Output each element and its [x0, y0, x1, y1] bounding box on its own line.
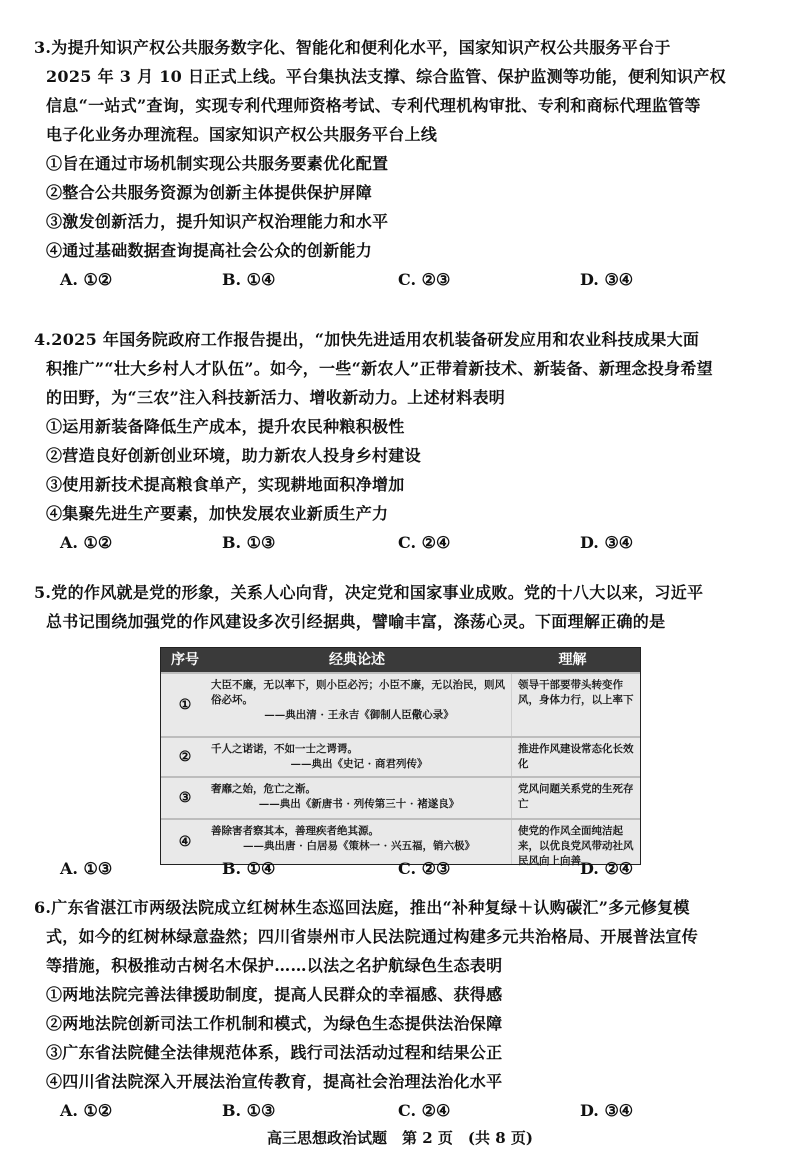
q6-choice-b[interactable]: B. ①③	[222, 1101, 276, 1120]
q4-stem-line: 4.2025 年国务院政府工作报告提出，“加快先进适用农机装备研发应用和农业科技成果大面	[34, 330, 700, 349]
q6-choice-c[interactable]: C. ②④	[398, 1101, 451, 1120]
quote-text: 善除害者察其本，善理疾者绝其源。	[211, 825, 379, 837]
q3-choice-c[interactable]: C. ②③	[398, 270, 451, 289]
row-meaning: 领导干部要带头转变作风，身体力行，以上率下	[511, 674, 640, 736]
q6-choice-d[interactable]: D. ③④	[580, 1101, 634, 1120]
row-quote	[209, 778, 511, 818]
quote-text: 大臣不廉，无以率下，则小臣必污；小臣不廉，无以治民，则风俗必坏。	[211, 679, 505, 706]
q4-option-2: ②营造良好创新创业环境，助力新农人投身乡村建设	[46, 446, 421, 465]
classic-quotes-table	[160, 647, 641, 865]
header-index: 序号	[171, 652, 199, 668]
q3-stem-line: 2025 年 3 月 10 日正式上线。平台集执法支撑、综合监管、保护监测等功能，便利知识产权	[46, 67, 726, 86]
question-4	[34, 325, 774, 558]
q5-choices	[34, 854, 774, 884]
quote-source: ——典出《新唐书 · 列传第三十 · 褚遂良》	[258, 798, 460, 810]
q4-choice-d[interactable]: D. ③④	[580, 533, 634, 552]
row-index: ③	[178, 790, 192, 806]
q3-option-2: ②整合公共服务资源为创新主体提供保护屏障	[46, 183, 373, 202]
q3-option-1: ①旨在通过市场机制实现公共服务要素优化配置	[46, 154, 389, 173]
q3-choice-a[interactable]: A. ①②	[60, 270, 113, 289]
row-index: ④	[178, 834, 192, 850]
q5-stem-line: 总书记围绕加强党的作风建设多次引经据典，譬喻丰富，涤荡心灵。下面理解正确的是	[46, 612, 666, 631]
row-index: ①	[178, 697, 192, 713]
q3-choice-d[interactable]: D. ③④	[580, 270, 634, 289]
q5-choice-d[interactable]: D. ②④	[580, 859, 634, 878]
q6-stem-line: 式，如今的红树林绿意盎然；四川省崇州市人民法院通过构建多元共治格局、开展普法宣传	[46, 927, 699, 946]
q3-option-3: ③激发创新活力，提升知识产权治理能力和水平	[46, 212, 389, 231]
row-quote	[209, 738, 511, 776]
q6-stem-line: 6.广东省湛江市两级法院成立红树林生态巡回法庭，推出“补种复绿＋认购碳汇”多元修复模	[34, 898, 690, 917]
quote-source: ——典出《史记 · 商君列传》	[290, 758, 428, 770]
q4-option-1: ①运用新装备降低生产成本，提升农民种粮积极性	[46, 417, 405, 436]
row-meaning: 推进作风建设常态化长效化	[511, 738, 640, 776]
q3-stem-line: 电子化业务办理流程。国家知识产权公共服务平台上线	[46, 125, 438, 144]
q4-stem-line: 的田野，为“三农”注入科技新活力、增收新动力。上述材料表明	[46, 388, 506, 407]
q6-option-1: ①两地法院完善法律援助制度，提高人民群众的幸福感、获得感	[46, 985, 503, 1004]
q6-option-2: ②两地法院创新司法工作机制和模式，为绿色生态提供法治保障	[46, 1014, 503, 1033]
q4-choice-b[interactable]: B. ①③	[222, 533, 276, 552]
q5-stem-line: 5.党的作风就是党的形象，关系人心向背，决定党和国家事业成败。党的十八大以来，习近平	[34, 583, 704, 602]
q3-choice-b[interactable]: B. ①④	[222, 270, 276, 289]
q6-option-3: ③广东省法院健全法律规范体系，践行司法活动过程和结果公正	[46, 1043, 503, 1062]
q4-option-4: ④集聚先进生产要素，加快发展农业新质生产力	[46, 504, 389, 523]
header-meaning: 理解	[558, 652, 587, 668]
q6-choices	[34, 1096, 774, 1126]
row-meaning: 使党的作风全面纯洁起来，以优良党风带动社风民风向上向善	[511, 820, 640, 864]
quote-text: 奢靡之始，危亡之渐。	[211, 783, 316, 795]
row-quote	[209, 674, 511, 736]
q4-stem-line: 积推广”“壮大乡村人才队伍”。如今，一些“新农人”正带着新技术、新装备、新理念投身希望	[46, 359, 713, 378]
question-6	[34, 893, 774, 1126]
quote-source: ——典出清 · 王永吉《御制人臣儆心录》	[264, 709, 454, 721]
quote-source: ——典出唐 · 白居易《策林一 · 兴五福，销六极》	[243, 840, 475, 852]
q4-choice-a[interactable]: A. ①②	[60, 533, 113, 552]
q5-choice-b[interactable]: B. ①④	[222, 859, 276, 878]
q5-choices-wrap	[34, 854, 774, 884]
q6-choice-a[interactable]: A. ①②	[60, 1101, 113, 1120]
question-3	[34, 33, 774, 295]
table-row	[161, 736, 640, 776]
q6-option-4: ④四川省法院深入开展法治宣传教育，提高社会治理法治化水平	[46, 1072, 503, 1091]
quote-text: 千人之诺诺，不如一士之谔谔。	[211, 743, 358, 755]
q3-stem-line: 3.为提升知识产权公共服务数字化、智能化和便利化水平，国家知识产权公共服务平台于	[34, 38, 671, 57]
q4-choices	[34, 528, 774, 558]
q4-choice-c[interactable]: C. ②④	[398, 533, 451, 552]
row-meaning: 党风问题关系党的生死存亡	[511, 778, 640, 818]
table-row	[161, 776, 640, 818]
table-header	[161, 648, 640, 672]
q5-choice-c[interactable]: C. ②③	[398, 859, 451, 878]
row-index: ②	[178, 749, 192, 765]
q3-choices	[34, 265, 774, 295]
table-row	[161, 672, 640, 736]
page-footer: 高三思想政治试题 第 2 页 (共 8 页)	[267, 1129, 533, 1147]
header-quote: 经典论述	[329, 652, 385, 668]
q3-stem-line: 信息“一站式”查询，实现专利代理师资格考试、专利代理机构审批、专利和商标代理监管等	[46, 96, 701, 115]
q5-choice-a[interactable]: A. ①③	[60, 859, 113, 878]
q4-option-3: ③使用新技术提高粮食单产，实现耕地面积净增加	[46, 475, 405, 494]
question-5	[34, 578, 774, 636]
q6-stem-line: 等措施，积极推动古树名木保护……以法之名护航绿色生态表明	[46, 956, 503, 975]
q3-option-4: ④通过基础数据查询提高社会公众的创新能力	[46, 241, 373, 260]
